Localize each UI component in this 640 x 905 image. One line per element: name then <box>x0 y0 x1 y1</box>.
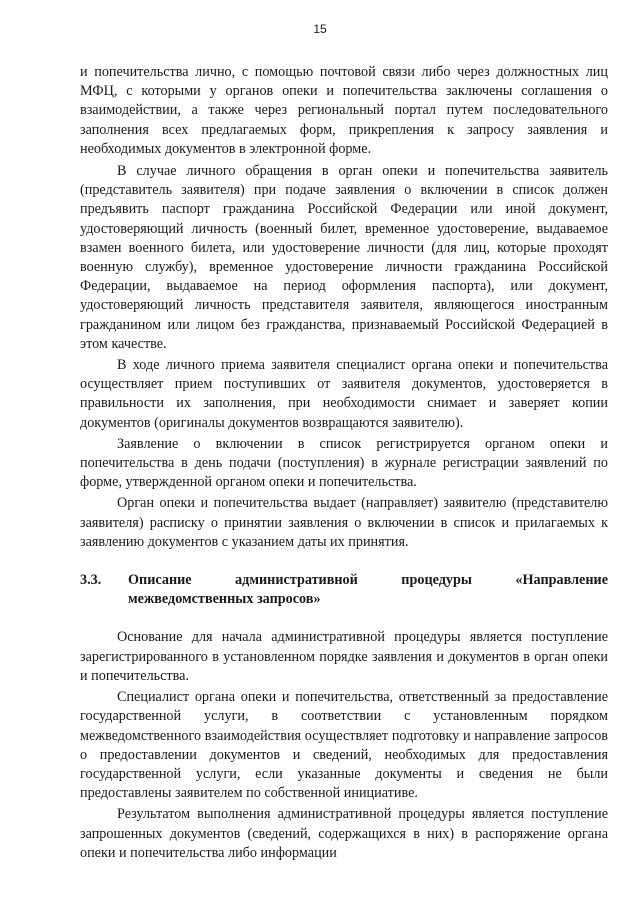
paragraph-6: Основание для начала административной процедуры является поступление зарегистрированного в установленном порядке заявления и документов в орган опеки и попечительства. <box>80 629 608 684</box>
paragraph-7: Специалист органа опеки и попечительства, ответственный за предоставление государственной услуги, в соответствии с установленным порядком межведомственного взаимодействия осуществляет подготовку и направление запросов о предоставлении документов и сведений, необходимых для предоставления государственной услуги, если указанные документы и сведения не были предоставлены заявителем по собственной инициативе. <box>80 689 608 802</box>
section-title: Описание административной процедуры «Направление межведомственных запросов» <box>128 572 608 608</box>
page-number: 15 <box>313 22 327 36</box>
section-number: 3.3. <box>80 572 102 589</box>
document-body <box>80 63 608 863</box>
paragraph-4: Заявление о включении в список регистрируется органом опеки и попечительства в день подачи (поступления) в журнале регистрации заявлений по форме, утвержденной органом опеки и попечительства. <box>80 435 608 491</box>
paragraph-2: В случае личного обращения в орган опеки и попечительства заявитель (представитель заявителя) при подаче заявления о включении в список должен предъявить паспорт гражданина Российской Федерации или иной документ, удостоверяющий личность (военный билет, временное удостоверение, выдаваемое взамен военного билета, или удостоверение личности (для лиц, которые проходят военную службу), временное удостоверение личности гражданина Российской Федерации, выдаваемое на период оформления паспорта), или документ, удостоверяющий личность представителя заявителя, являющегося иностранным гражданином или лицом без гражданства, признаваемый Российской Федерацией в этом качестве. <box>80 163 608 352</box>
paragraph-5: Орган опеки и попечительства выдает (направляет) заявителю (представителю заявителя) расписку о принятии заявления о включении в список и прилагаемых к заявлению документов с указанием даты их принятия. <box>80 495 608 550</box>
paragraph-8: Результатом выполнения административной процедуры является поступление запрошенных документов (сведений, содержащихся в них) в распоряжение органа опеки и попечительства либо информации <box>80 806 608 861</box>
section-heading <box>80 571 608 609</box>
paragraph-3: В ходе личного приема заявителя специалист органа опеки и попечительства осуществляет прием поступивших от заявителя документов, удостоверяется в правильности их заполнения, при необходимости снимает и заверяет копии документов (оригиналы документов возвращаются заявителю). <box>80 357 608 431</box>
paragraph-1: и попечительства лично, с помощью почтовой связи либо через должностных лиц МФЦ, с которыми у органов опеки и попечительства заключены соглашения о взаимодействии, а также через региональный портал путем последовательного заполнения всех предлагаемых форм, прикрепления к запросу заявления и необходимых документов в электронной форме. <box>80 64 608 157</box>
